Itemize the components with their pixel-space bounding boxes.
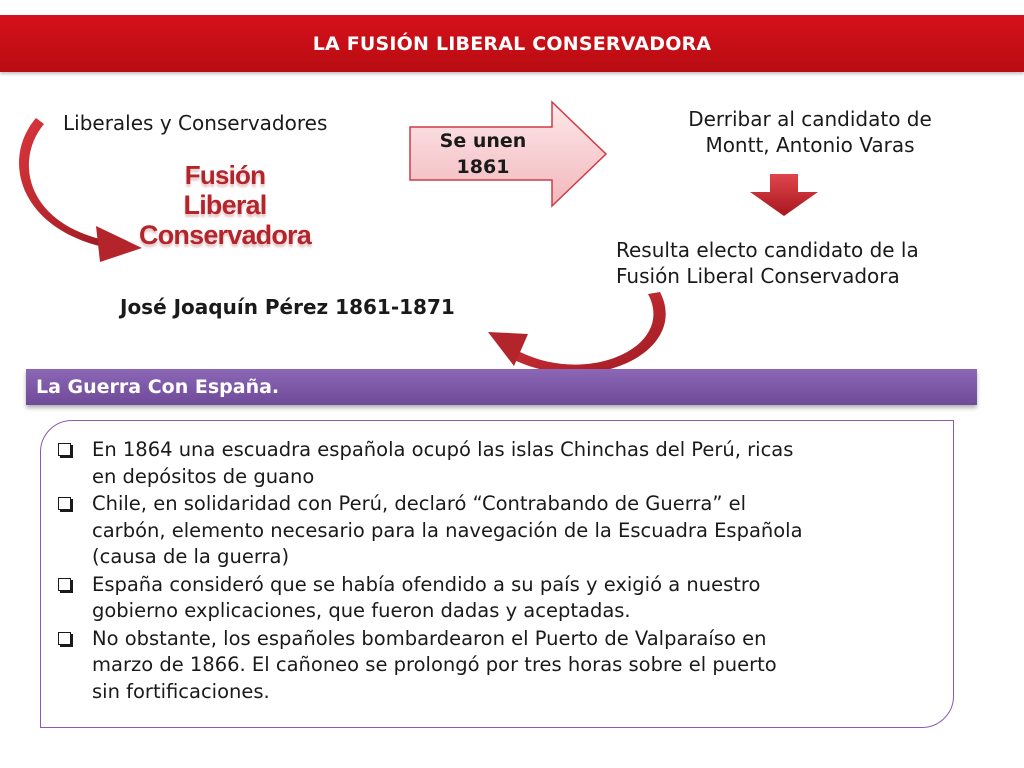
- bullet-line: marzo de 1866. El cañoneo se prolongó por tres horas sobre el puerto: [92, 653, 777, 676]
- page-title: LA FUSIÓN LIBERAL CONSERVADORA: [312, 32, 712, 55]
- bullet-list: [56, 437, 936, 706]
- derribar-line1: Derribar al candidato de: [688, 107, 932, 131]
- list-item: [56, 572, 936, 625]
- bullet-line: en depósitos de guano: [92, 464, 315, 488]
- bullet-line: sin fortificaciones.: [92, 679, 270, 703]
- bullet-line: (causa de la guerra): [92, 545, 290, 568]
- checkbox-bullet-icon: [58, 497, 71, 510]
- bullet-line: España consideró que se había ofendido a su país y exigió a nuestro: [92, 572, 761, 596]
- list-item: [56, 437, 936, 490]
- liberales-conservadores-label: Liberales y Conservadores: [63, 111, 328, 135]
- se-unen-label: [428, 128, 538, 180]
- section-header-bar: [26, 369, 977, 405]
- checkbox-bullet-icon: [58, 443, 71, 456]
- curved-arrow-bottom-icon: [488, 292, 666, 374]
- resultado-line1: Resulta electo candidato de la: [616, 238, 919, 262]
- down-arrow-icon: [748, 172, 820, 218]
- se-unen-line1: Se unen: [439, 130, 527, 152]
- fusion-logo: [100, 160, 350, 250]
- resultado-line2: Fusión Liberal Conservadora: [616, 264, 900, 288]
- section-title: La Guerra Con España.: [36, 376, 280, 398]
- resultado-text: [616, 237, 986, 289]
- se-unen-year: 1861: [456, 156, 510, 178]
- list-item: [56, 491, 936, 571]
- bullet-line: Chile, en solidaridad con Perú, declaró “Contrabando de Guerra” el: [92, 492, 747, 515]
- derribar-candidato-text: [660, 106, 960, 158]
- fusion-logo-line2: Liberal Conservadora: [139, 190, 311, 250]
- derribar-line2: Montt, Antonio Varas: [705, 133, 915, 157]
- bullet-line: En 1864 una escuadra española ocupó las islas Chinchas del Perú, ricas: [92, 438, 794, 461]
- list-item: [56, 626, 936, 706]
- presidente-label: José Joaquín Pérez 1861-1871: [120, 295, 455, 319]
- checkbox-bullet-icon: [58, 632, 71, 645]
- bullet-line: carbón, elemento necesario para la navegación de la Escuadra Española: [92, 518, 803, 542]
- fusion-logo-line1: Fusión: [184, 160, 266, 190]
- bullet-line: No obstante, los españoles bombardearon el Puerto de Valparaíso en: [92, 626, 767, 650]
- checkbox-bullet-icon: [58, 578, 71, 591]
- bullet-line: gobierno explicaciones, que fueron dadas y aceptadas.: [92, 599, 631, 622]
